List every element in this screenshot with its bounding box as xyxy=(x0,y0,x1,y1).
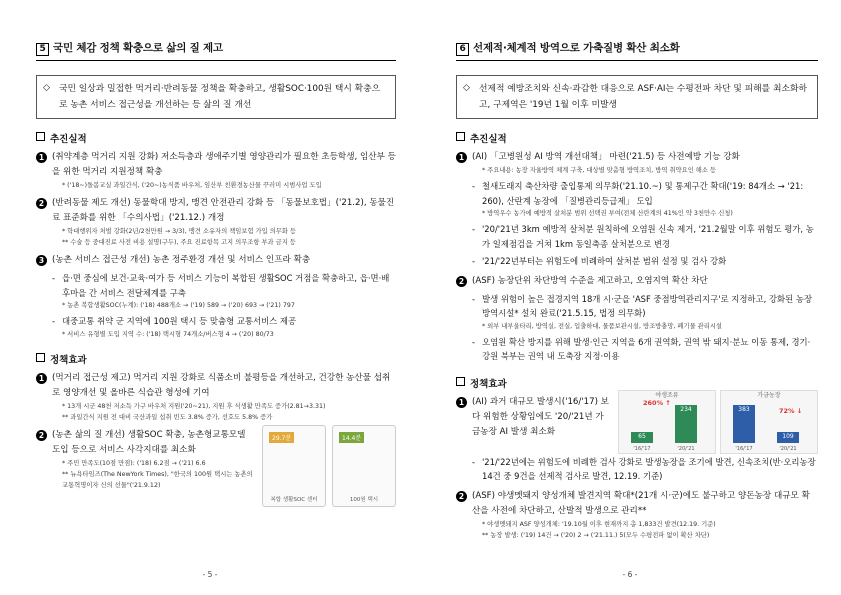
bar: 383 xyxy=(733,405,755,443)
chart-title: 가금농장 xyxy=(757,391,781,399)
list-item: 1 (취약계층 먹거리 지원 강화) 저소득층과 생애주기별 영양관리가 필요한 초등학생, 임산부 등을 위한 먹거리 지원정책 확충 xyxy=(36,150,396,180)
footnote: * ('18~)돌봄교실 과일간식, ('20~)농식품 바우처, 임산부 친환경농산물 꾸러미 시범사업 도입 xyxy=(62,182,322,189)
number-icon: 1 xyxy=(456,152,467,163)
list-item: 2 (ASF) 야생멧돼지 양성개체 발견지역 확대*(21개 시·군)에도 불구하고 양돈농장 대규모 확산을 사전에 차단하고, 산발적 발생으로 관리** xyxy=(456,489,818,519)
number-icon: 1 xyxy=(36,373,47,384)
chart-panel-farm xyxy=(720,390,818,454)
heading-effect: 정책효과 xyxy=(456,376,818,390)
section-number: 6 xyxy=(456,43,469,56)
square-icon xyxy=(36,353,45,362)
list-item: 2 (ASF) 농장단위 차단방역 수준을 제고하고, 오염지역 확산 차단 xyxy=(456,274,818,289)
footnote: * 외부 내부울타리, 방역실, 전실, 입출하대, 물품보관시설, 방조방충망, 폐기물 관리시설 xyxy=(482,322,722,330)
dash-item: - 읍·면 중심에 보건·교육·여가 등 서비스 기능이 복합된 생활SOC 거점을 확충하고, 읍·면·배후마을 간 서비스 전달체계를 구축 xyxy=(52,273,390,298)
chart-title: 야생조류 xyxy=(655,391,679,399)
dash-item: - 철새도래지 축산차량 출입통제 의무화('21.10.~) 및 통제구간 확대('19: 84개소 → '21: 260), 산란계 농장에 「질병관리등급제」 도입 xyxy=(472,181,804,206)
diamond-icon: ◇ xyxy=(43,83,50,93)
footnote: * 주요내용: 농장 자율방역 체계 구축, 대상별 맞춤형 방역조치, 방역 취약요인 해소 등 xyxy=(482,167,717,174)
number-icon: 2 xyxy=(36,198,47,209)
page-6 xyxy=(420,0,840,595)
heading-progress: 추진실적 xyxy=(456,131,818,145)
dash-item: - 발생 위험이 높은 접경지역 18개 시·군을 'ASF 중점방역관리지구'로 지정하고, 강화된 농장 방역시설* 설치 완료('21.5.15, 법정 의무화) xyxy=(472,293,813,318)
number-icon: 2 xyxy=(456,276,467,287)
diamond-icon: ◇ xyxy=(463,83,470,93)
dash-item: - 대중교통 취약 군 지역에 100원 택시 등 맞춤형 교통서비스 제공 xyxy=(52,316,297,326)
bar: 109 xyxy=(777,432,799,443)
page-number: - 5 - xyxy=(202,570,218,579)
section-title: 6 선제적·체계적 방역으로 가축질병 확산 최소화 xyxy=(456,40,818,61)
footnote: ** 과일간식 지원 전 대비 국산과일 섭취 빈도 3.8% 증가, 선호도 5.8% 증가 xyxy=(62,413,273,421)
summary-box: ◇ 국민 일상과 밀접한 먹거리·반려동물 정책을 확충하고, 생활SOC·100원 택시 확충으로 농촌 서비스 접근성을 개선하는 등 삶의 질 개선 xyxy=(36,75,396,119)
tick-label: '20/'21 xyxy=(779,445,797,452)
footnote: * 방역우수 농가에 예방적 살처분 범위 선택권 부여(전체 산란계의 41%인 약 3천만수 신청) xyxy=(482,210,733,217)
page-5 xyxy=(0,0,420,595)
footnote: ** 농장 발생: ('19) 14건 → ('20) 2 → ('21.11.) 5(모두 수평전파 없이 확산 차단) xyxy=(482,531,710,539)
list-item: 1 (AI) 과거 대규모 발생시('16/'17) 보다 위험한 상황임에도 '20/'21년 가금농장 AI 발생 최소화 xyxy=(456,395,612,440)
dash-item: - '20/'21년 3km 예방적 살처분 원칙하에 오염원 신속 제거, '21.2월말 이후 위험도 평가, 농가 일제점검을 거쳐 1km 동일축종 살처분으로 변경 xyxy=(472,224,814,249)
tick-label: '16/'17 xyxy=(735,445,753,452)
square-icon xyxy=(456,377,465,386)
heading-effect: 정책효과 xyxy=(36,352,396,366)
summary-box: ◇ 선제적 예방조치와 신속·과감한 대응으로 ASF·AI는 수평전파 차단 및 피해를 최소화하고, 구제역은 '19년 1월 이후 미발생 xyxy=(456,75,818,119)
list-item: 1 (AI) 「고병원성 AI 방역 개선대책」 마련('21.5) 등 사전예방 기능 강화 xyxy=(456,150,818,165)
number-icon: 2 xyxy=(36,430,47,441)
tick-label: '20/'21 xyxy=(677,445,695,452)
number-icon: 1 xyxy=(36,152,47,163)
list-item: 2 (반려동물 제도 개선) 동물학대 방지, 맹견 안전관리 강화 등 「동물보호법」('21.2), 동물진료 표준화를 위한 「수의사법」('21.12.) 개정 xyxy=(36,196,396,226)
list-item: 3 (농촌 서비스 접근성 개선) 농촌 정주환경 개선 및 서비스 인프라 확충 xyxy=(36,253,396,268)
footnote: * 농촌 복합생활SOC(누계): ('18) 488개소 → ('19) 589 → ('20) 693 → ('21) 797 xyxy=(62,302,295,309)
figure-soc: 29.7분 복합 생활SOC 센터 xyxy=(262,425,326,507)
number-icon: 1 xyxy=(456,397,467,408)
dash-item: - 오염원 확산 방지를 위해 발생·인근 지역을 6개 권역화, 권역 밖 돼지·분뇨 이동 통제, 경기·강원 북부는 권역 내 도축장 지정·이용 xyxy=(472,336,811,361)
number-icon: 2 xyxy=(456,491,467,502)
dash-item: - '21/'22년부터는 위험도에 비례하여 살처분 범위 설정 및 검사 강화 xyxy=(472,256,727,266)
footnote: ** 수술 등 중대진료 사전 비용 설명(구두), 주요 진료항목 고지 의무조항 부과 금지 등 xyxy=(62,239,296,246)
square-icon xyxy=(36,132,45,141)
bar: 234 xyxy=(675,405,697,443)
chart-annotation: 260% ↑ xyxy=(643,398,671,407)
figure-taxi: 14.4분 100원 택시 xyxy=(332,425,396,507)
footnote: ** 뉴욕타임즈(The NewYork Times), "한국의 100원 택시는 농촌의 교통혁명이자 신의 선물"('21.9.12) xyxy=(62,470,253,489)
footnote: * 13개 시군 48천 저소득 가구 바우처 지원('20~21), 지원 후 식생활 만족도 증가(2.81→3.31) xyxy=(62,402,326,410)
chart-panel-wild xyxy=(618,390,716,454)
list-item: 1 (먹거리 접근성 제고) 먹거리 지원 강화로 식품소비 불평등을 개선하고, 건강한 농산물 섭취로 영양개선 및 올바른 식습관 형성에 기여 xyxy=(36,371,396,401)
footnote: * 야생멧돼지 ASF 양성개체: '19.10월 이후 현재까지 총 1,833건 발견(12.19. 기준) xyxy=(482,520,716,528)
list-item: 2 (농촌 삶의 질 개선) 생활SOC 확충, 농촌형교통모델 도입 등으로 서비스 사각지대를 최소화 xyxy=(36,428,256,458)
tick-label: '16/'17 xyxy=(633,445,651,452)
page-number: - 6 - xyxy=(622,570,638,579)
ai-chart xyxy=(618,390,818,452)
footnote: * 주민 만족도(10점 만점): ('18) 6.2점 → ('21) 6.6 xyxy=(62,459,206,467)
section-number: 5 xyxy=(36,43,49,56)
section-title: 5 국민 체감 정책 확충으로 삶의 질 제고 xyxy=(36,40,396,61)
number-icon: 3 xyxy=(36,255,47,266)
square-icon xyxy=(456,132,465,141)
footnote: * 학대행위자 처벌 강화(2년/2천만원 → 3/3), 맹견 소유자의 책임보험 가입 의무화 등 xyxy=(62,228,297,235)
bar: 65 xyxy=(631,432,653,443)
footnote: * 서비스 유형별 도입 지역 수: ('18) 택시형 74개소/버스형 4 → ('20) 80/73 xyxy=(62,330,274,338)
dash-item: - '21/'22년에는 위험도에 비례한 검사 강화로 발생농장을 조기에 발견, 신속조치(반·오리농장 14건 중 9건을 선제적 검사로 발견, 12.19. 기준) xyxy=(472,456,816,481)
heading-progress: 추진실적 xyxy=(36,131,396,145)
infographic xyxy=(262,425,396,507)
chart-annotation: 72% ↓ xyxy=(779,406,803,415)
